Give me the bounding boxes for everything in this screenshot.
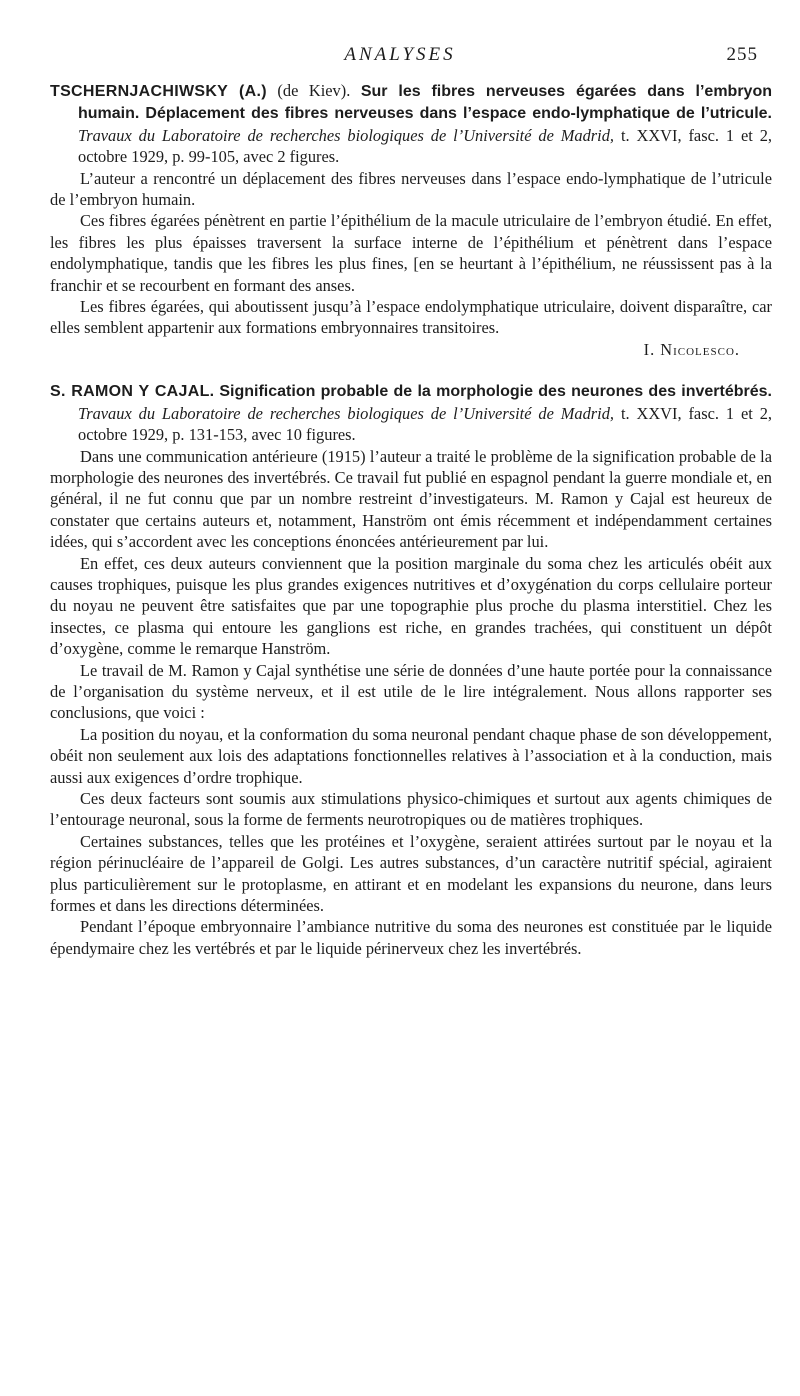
paragraph: Pendant l’époque embryonnaire l’ambiance nutritive du soma des neurones est constituée par le liquide épendymaire chez les vertébrés et par le liquide périnerveux chez les invertébrés. (50, 917, 772, 958)
paragraph: Les fibres égarées, qui aboutissent jusqu’à l’espace endolymphatique utriculaire, doivent disparaître, car elles semblent appartenir aux formations embryonnaires transitoires. (50, 297, 772, 338)
paragraph: La position du noyau, et la conformation du soma neuronal pendant chaque phase de son développement, obéit non seulement aux lois des adaptations fonctionnelles relatives à l’association et à la conduction, mais aussi aux exigences d’ordre trophique. (50, 724, 772, 787)
paragraph: Ces fibres égarées pénètrent en partie l’épithélium de la macule utriculaire de l’embryon étudié. En effet, les fibres les plus épaisses traversent la surface interne de l’épithélium et pénètrent dans l’espace endolymphatique, tandis que les fibres les plus fines, [en se heurtant à l’épithélium, ne réussissent pas à la franchir et se recourbent en formant des anses. (50, 211, 772, 295)
page-number: 255 (726, 44, 758, 65)
review-affiliation: (de Kiev). (277, 81, 351, 100)
review-tschernjachiwsky (50, 80, 772, 360)
paragraph: En effet, ces deux auteurs conviennent que la position marginale du soma chez les articulés obéit aux causes trophiques, puisque les plus grandes exigences nutritives et d’oxygénation du corps cellulaire porteur du noyau ne peuvent être satisfaites que par une topographie plus proche du plasma interstitiel. Chez les insectes, ce plasma qui entoure les ganglions est riche, en grandes trachées, qui constituent un dépôt d’oxygène, comme le remarque Hanström. (50, 553, 772, 659)
paragraph: Le travail de M. Ramon y Cajal synthétise une série de données d’une haute portée pour la connaissance de l’organisation du système nerveux, et il est utile de le lire intégralement. Nous allons rapporter ses conclusions, que voici : (50, 660, 772, 723)
review-reference (50, 80, 772, 168)
review-title: Signification probable de la morphologie des neurones des invertébrés. (219, 383, 772, 401)
review-journal: Travaux du Laboratoire de recherches biologiques de l’Université de Madrid, (78, 403, 615, 423)
running-head (0, 44, 800, 70)
review-citation: t. XXVI, fasc. 1 et 2, octobre 1929, p. 131-153, avec 10 figures. (78, 403, 772, 445)
paragraph: Dans une communication antérieure (1915) l’auteur a traité le problème de la signification probable de la morphologie des neurones des invertébrés. Ce travail fut publié en espagnol pendant la guerre mondiale et, en général, il ne fut connu que par un nombre restreint d’investigateurs. M. Ramon y Cajal est heureux de constater que certains auteurs et, notamment, Hanström ont émis récemment et indépendamment certaines idées, qui s’accordent avec les conceptions énoncées antérieurement par lui. (50, 446, 772, 552)
review-reference (50, 380, 772, 445)
review-ramon-y-cajal (50, 380, 772, 959)
review-title: Sur les fibres nerveuses égarées dans l’embryon humain. Déplacement des fibres nerveuses dans l’espace endo-lymphatique de l’utricule. (78, 83, 772, 123)
reviewer-signature: I. Nicolesco. (643, 339, 740, 359)
paragraph: Certaines substances, telles que les protéines et l’oxygène, seraient attirées surtout par le noyau et la région périnucléaire de l’appareil de Golgi. Les autres substances, d’un caractère nutritif spécial, agiraient plus particulièrement sur le protoplasme, en attirant et en modelant les expansions du neurone, dans leurs formes et dans les directions déterminées. (50, 831, 772, 916)
paragraph: L’auteur a rencontré un déplacement des fibres nerveuses dans l’espace endo-lymphatique de l’utricule de l’embryon humain. (50, 168, 772, 210)
review-author: S. RAMON Y CAJAL. (50, 383, 215, 401)
review-author: TSCHERNJACHIWSKY (A.) (50, 83, 267, 100)
review-citation: t. XXVI, fasc. 1 et 2, octobre 1929, p. 99-105, avec 2 figures. (78, 125, 772, 167)
paragraph: Ces deux facteurs sont soumis aux stimulations physico-chimiques et surtout aux agents chimiques de l’entourage neuronal, sous la forme de ferments neurotropiques ou de matières trophiques. (50, 789, 772, 830)
running-head-title: ANALYSES (344, 44, 456, 65)
review-journal: Travaux du Laboratoire de recherches biologiques de l’Université de Madrid, (78, 125, 615, 145)
text-column (50, 80, 772, 959)
